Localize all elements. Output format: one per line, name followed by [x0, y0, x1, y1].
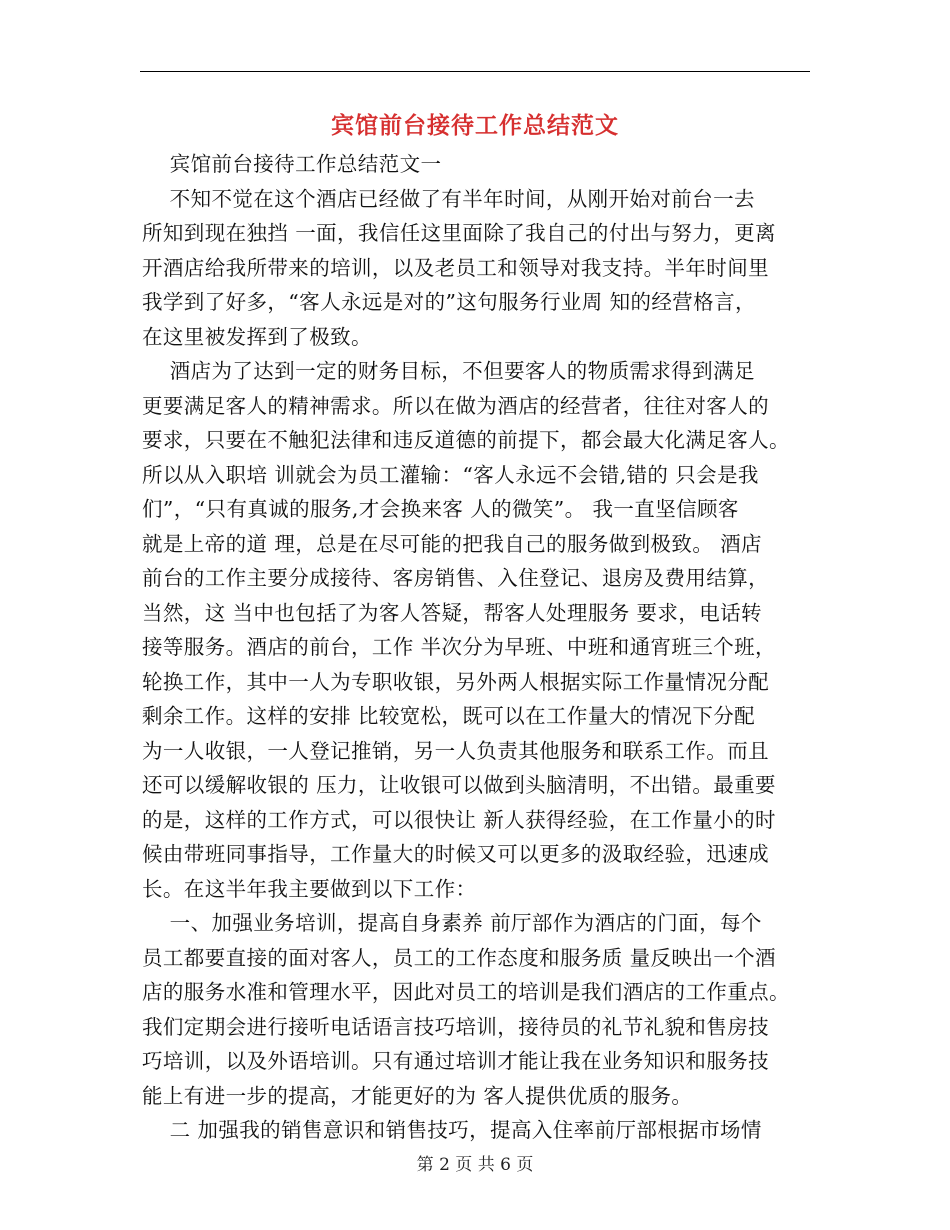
- body-line: 宾馆前台接待工作总结范文一: [142, 152, 442, 176]
- body-line: 员工都要直接的面对客人，员工的工作态度和服务质 量反映出一个酒: [142, 945, 776, 970]
- body-line: 店的服务水准和管理水平，因此对员工的培训是我们酒店的工作重点。: [142, 980, 790, 1004]
- body-line: 不知不觉在这个酒店已经做了有半年时间，从刚开始对前台一去: [142, 186, 755, 211]
- body-line: 我学到了好多，“客人永远是对的”这句服务行业周 知的经营格言，: [142, 290, 756, 314]
- body-line: 巧培训，以及外语培训。只有通过培训才能让我在业务知识和服务技: [142, 1049, 769, 1073]
- body-line: 开酒店给我所带来的培训，以及老员工和领导对我支持。半年时间里: [142, 255, 769, 280]
- body-line: 所以从入职培 训就会为员工灌输：“客人永远不会错,错的 只会是我: [142, 462, 759, 487]
- body-line: 长。在这半年我主要做到以下工作：: [142, 876, 477, 901]
- body-line: 酒店为了达到一定的财务目标，不但要客人的物质需求得到满足: [142, 359, 755, 383]
- document-body: [142, 147, 822, 1148]
- body-line: 接等服务。酒店的前台，工作 半次分为早班、中班和通宵班三个班，: [142, 635, 776, 659]
- body-line: 更要满足客人的精神需求。所以在做为酒店的经营者，往往对客人的: [142, 393, 769, 418]
- body-line: 还可以缓解收银的 压力，让收银可以做到头脑清明，不出错。最重要: [142, 773, 776, 797]
- body-line: 的是，这样的工作方式，可以很快让 新人获得经验，在工作量小的时: [142, 807, 776, 832]
- body-line: 所知到现在独挡 一面，我信任这里面除了我自己的付出与努力，更离: [142, 221, 776, 245]
- body-line: 就是上帝的道 理，总是在尽可能的把我自己的服务做到极致。 酒店: [142, 531, 762, 556]
- body-line: 能上有进一步的提高，才能更好的为 客人提供优质的服务。: [142, 1083, 693, 1108]
- header-rule: [140, 71, 810, 72]
- body-line: 在这里被发挥到了极致。: [142, 324, 372, 349]
- body-line: 轮换工作，其中一人为专职收银，另外两人根据实际工作量情况分配: [142, 669, 769, 694]
- document-title: 宾馆前台接待工作总结范文: [331, 112, 619, 139]
- body-line: 要求，只要在不触犯法律和违反道德的前提下，都会最大化满足客人。: [142, 428, 790, 452]
- body-line: 一、加强业务培训，提高自身素养 前厅部作为酒店的门面，每个: [142, 911, 762, 935]
- page-number-footer: 第 2 页 共 6 页: [416, 1155, 534, 1175]
- body-line: 我们定期会进行接听电话语言技巧培训，接待员的礼节礼貌和售房技: [142, 1014, 769, 1039]
- body-line: 前台的工作主要分成接待、客房销售、入住登记、退房及费用结算，: [142, 566, 769, 590]
- body-line: 们”，“只有真诚的服务,才会换来客 人的微笑”。 我一直坚信顾客: [142, 497, 739, 521]
- body-line: 二 加强我的销售意识和销售技巧，提高入住率前厅部根据市场情: [142, 1118, 762, 1142]
- body-line: 为一人收银，一人登记推销，另一人负责其他服务和联系工作。而且: [142, 738, 769, 763]
- body-line: 剩余工作。这样的安排 比较宽松，既可以在工作量大的情况下分配: [142, 704, 756, 728]
- body-line: 当然，这 当中也包括了为客人答疑，帮客人处理服务 要求，电话转: [142, 600, 762, 625]
- body-line: 候由带班同事指导，工作量大的时候又可以更多的汲取经验，迅速成: [142, 842, 769, 866]
